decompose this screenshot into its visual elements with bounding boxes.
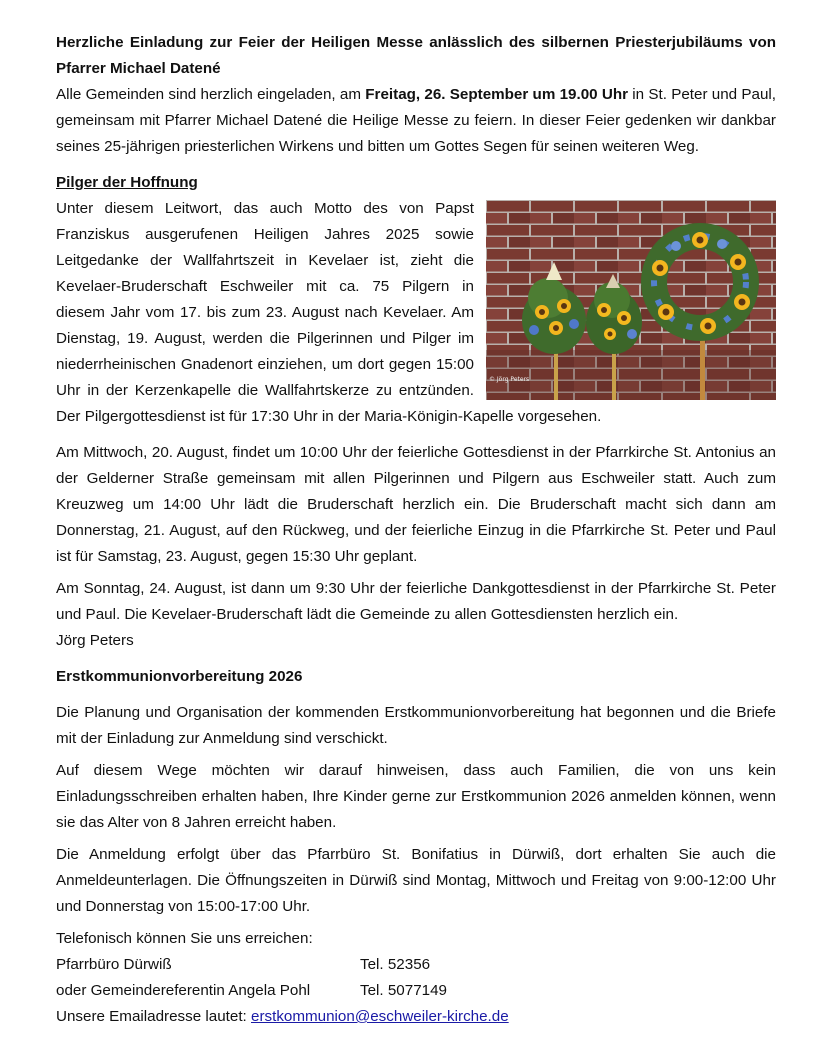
contact-row bbox=[56, 978, 776, 1004]
communion-paragraph-3: Die Anmeldung erfolgt über das Pfarrbüro St. Bonifatius in Dürwiß, dort erhalten Sie auch die Anmeldeunterlagen. Die Öffnungszeiten in Dürwiß sind Montag, Mittwoch und Freitag von 9:00-12:00 Uhr und Donnerstag von 15:00-17:00 Uhr. bbox=[56, 846, 776, 915]
pilgrimage-paragraph-3: Am Sonntag, 24. August, ist dann um 9:30 Uhr der feierliche Dankgottesdienst in der Pfarrkirche St. Peter und Paul. Die Kevelaer-Bruderschaft lädt die Gemeinde zu allen Gottesdiensten herzlich ein. bbox=[56, 580, 776, 623]
jubilee-title: Herzliche Einladung zur Feier der Heiligen Messe anlässlich des silbernen Priesterjubiläums von Pfarrer Michael Datené bbox=[56, 34, 776, 77]
contact-row bbox=[56, 952, 776, 978]
photo-credit: © Jörg Peters bbox=[489, 376, 530, 383]
jubilee-text-before: Alle Gemeinden sind herzlich eingeladen, am bbox=[56, 86, 366, 103]
email-intro: Unsere Emailadresse lautet: bbox=[56, 1008, 251, 1025]
pilgrimage-author: Jörg Peters bbox=[56, 632, 134, 649]
communion-paragraph-2: Auf diesem Wege möchten wir darauf hinweisen, dass auch Familien, die von uns kein Einladungsschreiben erhalten haben, Ihre Kinder gerne zur Erstkommunion 2026 anmelden können, wenn sie das Alter von 8 Jahren erreicht haben. bbox=[56, 762, 776, 831]
wreath-photo bbox=[486, 200, 776, 400]
document-page bbox=[56, 30, 776, 1030]
communion-paragraph-1: Die Planung und Organisation der kommenden Erstkommunionvorbereitung hat begonnen und die Briefe mit der Einladung zur Anmeldung sind verschickt. bbox=[56, 704, 776, 747]
contact-phone: Tel. 52356 bbox=[360, 956, 431, 973]
phone-intro: Telefonisch können Sie uns erreichen: bbox=[56, 930, 313, 947]
contact-label: Pfarrbüro Dürwiß bbox=[56, 956, 172, 973]
pilgrimage-paragraph-2: Am Mittwoch, 20. August, findet um 10:00 Uhr der feierliche Gottesdienst in der Pfarrkirche St. Antonius an der Gelderner Straße gemeinsam mit allen Pilgerinnen und Pilgern aus Eschweiler statt. Auch zum Kreuzweg um 14:00 Uhr lädt die Bruderschaft herzlich ein. Die Bruderschaft macht sich dann am Donnerstag, 21. August, auf den Rückweg, und der feierliche Einzug in die Pfarrkirche St. Peter und Paul ist für Samstag, 23. August, gegen 15:30 Uhr geplant. bbox=[56, 444, 776, 565]
jubilee-text bbox=[56, 82, 776, 160]
jubilee-text-after: in St. Peter und Paul, gemeinsam mit Pfarrer Michael Datené die Heilige Messe zu feiern. In dieser Feier gedenken wir dankbar seines 25-jährigen priesterlichen Wirkens und bitten um Gottes Segen für seinen weiteren Weg. bbox=[56, 86, 776, 155]
email-link[interactable]: erstkommunion@eschweiler-kirche.de bbox=[251, 1008, 509, 1025]
jubilee-date: Freitag, 26. September um 19.00 Uhr bbox=[365, 86, 629, 103]
email-line bbox=[56, 1004, 776, 1030]
communion-heading: Erstkommunionvorbereitung 2026 bbox=[56, 668, 303, 685]
contact-phone: Tel. 5077149 bbox=[360, 982, 447, 999]
pilgrimage-paragraph-1: Unter diesem Leitwort, das auch Motto des von Papst Franziskus ausgerufenen Heiligen Jahres 2025 sowie Leitgedanke der Wallfahrtszeit in Kevelaer ist, zieht die Kevelaer-Bruderschaft Eschweiler mit ca. 75 Pilgern in diesem Jahr vom 17. bis zum 23. August nach Kevelaer. Am Dienstag, 19. August, werden die Pilgerinnen und Pilger im niederrheinischen Gnadenort einziehen, um dort gegen 15:00 Uhr in der Kerzenkapelle die Wallfahrtskerze zu entzünden. Der Pilgergottesdienst ist für 17:30 Uhr in der Maria-Königin-Kapelle vorgesehen. bbox=[56, 200, 602, 425]
pilgrimage-heading: Pilger der Hoffnung bbox=[56, 174, 198, 191]
contact-label: oder Gemeindereferentin Angela Pohl bbox=[56, 982, 311, 999]
